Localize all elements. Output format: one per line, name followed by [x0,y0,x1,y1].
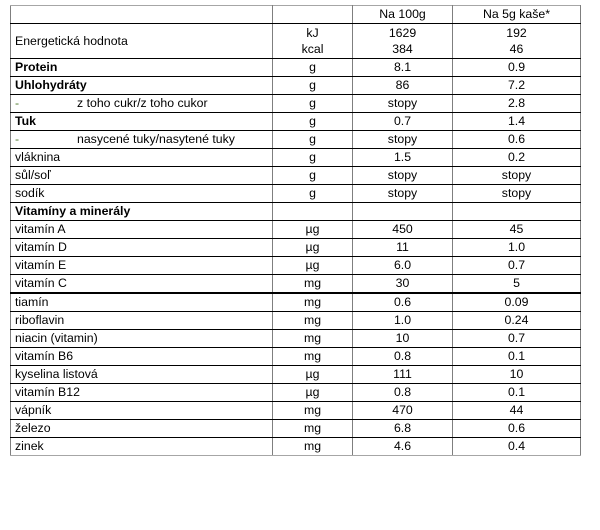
table-row [11,293,581,312]
row-label: Tuk [11,113,273,131]
row-label: vláknina [11,149,273,167]
row-label: Energetická hodnota [11,24,273,59]
row-unit: g [273,113,353,131]
table-row [11,420,581,438]
row-label [11,131,273,149]
row-unit: g [273,77,353,95]
row-unit: µg [273,366,353,384]
row-label: vitamín C [11,275,273,294]
row-unit: µg [273,257,353,275]
row-value-per-5g: 0.7 [453,257,581,275]
row-value-per-100g: 6.0 [353,257,453,275]
table-row [11,239,581,257]
row-unit [273,24,353,59]
nutrition-facts-table [10,5,581,456]
table-row [11,312,581,330]
row-value-per-5g: 0.09 [453,293,581,312]
row-value-per-100g: 4.6 [353,438,453,456]
table-row [11,438,581,456]
table-row [11,167,581,185]
row-value-per-100g: 1.0 [353,312,453,330]
table-row [11,59,581,77]
row-label: vitamín E [11,257,273,275]
row-value-per-5g: 5 [453,275,581,294]
table-row [11,203,581,221]
row-value-per-100g: 0.7 [353,113,453,131]
row-value-per-5g: 45 [453,221,581,239]
table-row [11,113,581,131]
row-unit: mg [273,438,353,456]
table-row [11,348,581,366]
row-value-per-100g: 470 [353,402,453,420]
row-value-per-100g: 10 [353,330,453,348]
table-header-row [11,6,581,24]
sub-item-dash-icon: - [15,96,20,111]
table-row [11,185,581,203]
row-unit: mg [273,330,353,348]
row-value-per-5g: 0.2 [453,149,581,167]
row-value-per-100g: stopy [353,95,453,113]
row-value-per-5g: stopy [453,167,581,185]
row-unit: g [273,149,353,167]
table-row [11,402,581,420]
row-value-per-100g: 450 [353,221,453,239]
sub-item-dash-icon: - [15,132,20,147]
row-value-per-100g-line-1: 1629 [388,26,417,40]
row-value-per-5g: 0.1 [453,348,581,366]
table-row [11,77,581,95]
row-label: vitamín B6 [11,348,273,366]
row-value-per-5g: 0.7 [453,330,581,348]
row-value-per-100g: 0.8 [353,348,453,366]
row-unit: mg [273,348,353,366]
row-unit: g [273,131,353,149]
row-unit: mg [273,402,353,420]
row-value-per-5g: 2.8 [453,95,581,113]
row-value-per-5g: 0.24 [453,312,581,330]
row-value-per-5g-line-1: 192 [506,26,527,40]
row-label [11,95,273,113]
table-row [11,330,581,348]
column-header-name [11,6,273,24]
row-value-per-5g: 0.1 [453,384,581,402]
row-unit: µg [273,384,353,402]
row-value-per-100g: 6.8 [353,420,453,438]
row-unit: mg [273,420,353,438]
row-label: Vitamíny a minerály [11,203,273,221]
row-value-per-100g: stopy [353,167,453,185]
row-value-per-100g [353,24,453,59]
row-value-per-100g: 1.5 [353,149,453,167]
column-header-per-5g: Na 5g kaše* [453,6,581,24]
row-label: kyselina listová [11,366,273,384]
row-value-per-5g: 0.6 [453,131,581,149]
table-row [11,384,581,402]
nutrition-table-container [10,5,580,456]
row-unit: mg [273,312,353,330]
row-value-per-5g: 0.9 [453,59,581,77]
row-label: niacin (vitamin) [11,330,273,348]
row-value-per-100g: 0.8 [353,384,453,402]
table-row [11,275,581,294]
row-value-per-5g: 10 [453,366,581,384]
row-value-per-100g: 30 [353,275,453,294]
row-value-per-100g: 0.6 [353,293,453,312]
row-label: vápník [11,402,273,420]
row-label: sodík [11,185,273,203]
row-label: vitamín A [11,221,273,239]
row-unit: g [273,59,353,77]
row-value-per-5g: 1.4 [453,113,581,131]
row-label: vitamín B12 [11,384,273,402]
row-unit-line-1: kJ [306,26,319,40]
row-unit: g [273,167,353,185]
row-value-per-5g: 7.2 [453,77,581,95]
row-label: sůl/soľ [11,167,273,185]
row-value-per-100g: 11 [353,239,453,257]
row-value-per-100g: stopy [353,185,453,203]
row-label: Protein [11,59,273,77]
row-unit [273,203,353,221]
row-unit: µg [273,221,353,239]
row-unit-line-2: kcal [301,42,324,57]
row-value-per-100g-line-2: 384 [392,42,413,57]
row-value-per-100g: 8.1 [353,59,453,77]
column-header-per-100g: Na 100g [353,6,453,24]
row-value-per-5g-line-2: 46 [509,42,524,57]
row-value-per-5g [453,24,581,59]
row-value-per-100g: 86 [353,77,453,95]
row-value-per-5g: 1.0 [453,239,581,257]
row-label: vitamín D [11,239,273,257]
row-label-text: nasycené tuky/nasytené tuky [77,132,235,147]
table-row [11,24,581,59]
table-body [11,6,581,456]
row-value-per-100g [353,203,453,221]
row-label: Uhlohydráty [11,77,273,95]
row-value-per-100g: 111 [353,366,453,384]
table-row [11,221,581,239]
row-unit: µg [273,239,353,257]
table-row [11,257,581,275]
table-row [11,149,581,167]
row-label-text: z toho cukr/z toho cukor [77,96,208,111]
column-header-unit [273,6,353,24]
row-value-per-5g: 44 [453,402,581,420]
row-label: riboflavin [11,312,273,330]
row-unit: mg [273,275,353,294]
row-label: železo [11,420,273,438]
table-row [11,95,581,113]
row-value-per-5g [453,203,581,221]
row-value-per-5g: stopy [453,185,581,203]
row-unit: mg [273,293,353,312]
row-value-per-5g: 0.6 [453,420,581,438]
table-row [11,366,581,384]
row-label: tiamín [11,293,273,312]
table-row [11,131,581,149]
row-unit: g [273,95,353,113]
row-value-per-5g: 0.4 [453,438,581,456]
row-label: zinek [11,438,273,456]
row-unit: g [273,185,353,203]
row-value-per-100g: stopy [353,131,453,149]
